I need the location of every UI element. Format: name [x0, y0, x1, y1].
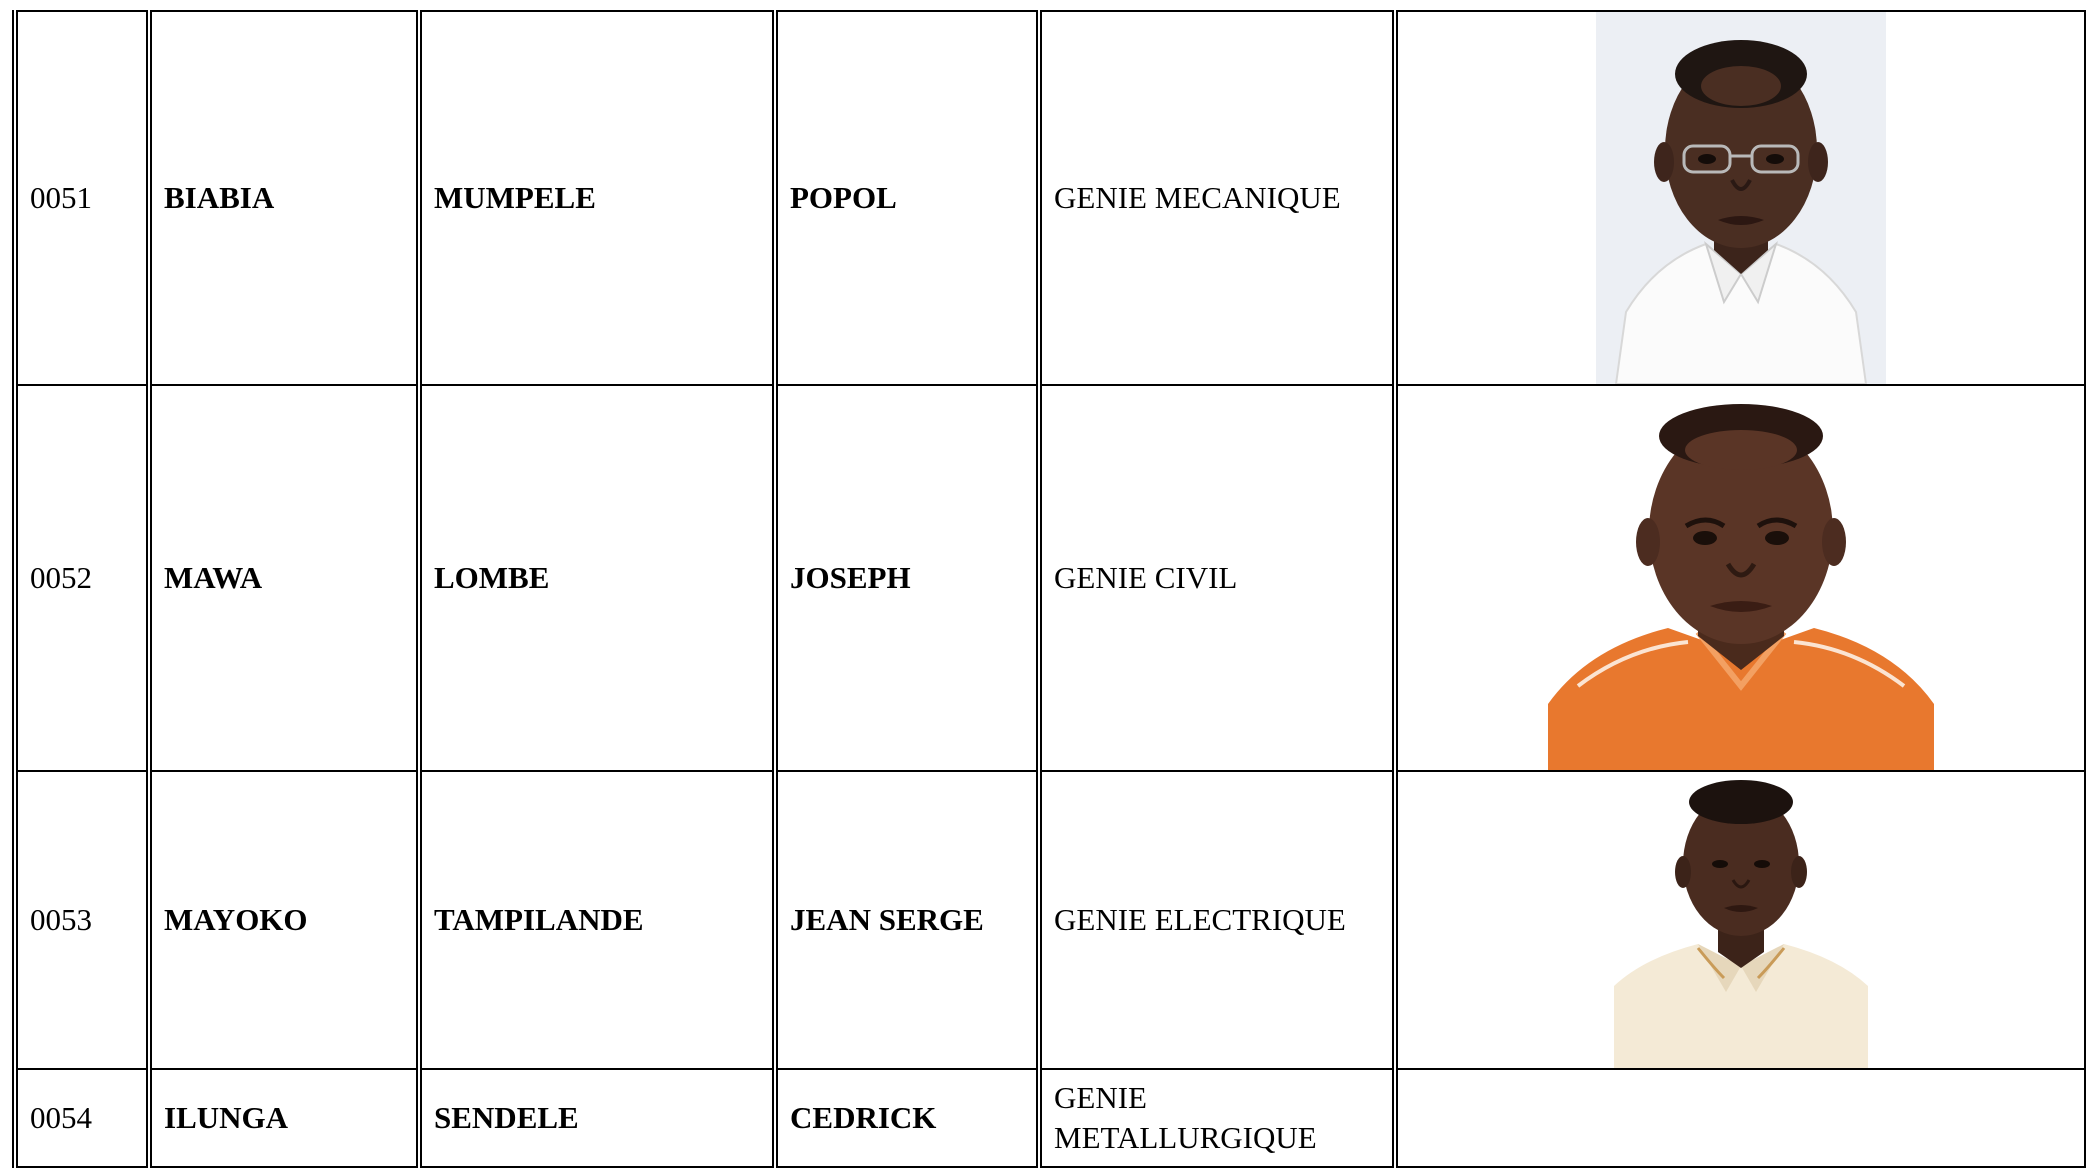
department: GENIE CIVIL: [1039, 385, 1395, 771]
last-name: ILUNGA: [149, 1069, 419, 1167]
row-number: 0052: [15, 385, 149, 771]
middle-name: LOMBE: [419, 385, 775, 771]
photo-cell: [1395, 385, 2085, 771]
last-name: MAWA: [149, 385, 419, 771]
roster-table: [12, 10, 2086, 1168]
photo-cell: [1395, 1069, 2085, 1167]
last-name: MAYOKO: [149, 771, 419, 1069]
portrait-photo: [1614, 772, 1868, 1068]
row-number: 0051: [15, 11, 149, 385]
department: GENIE ELECTRIQUE: [1039, 771, 1395, 1069]
department: GENIE MECANIQUE: [1039, 11, 1395, 385]
first-name: POPOL: [775, 11, 1039, 385]
last-name: BIABIA: [149, 11, 419, 385]
middle-name: MUMPELE: [419, 11, 775, 385]
portrait-photo: [1548, 386, 1934, 770]
photo-cell: [1395, 771, 2085, 1069]
middle-name: TAMPILANDE: [419, 771, 775, 1069]
table-row: [15, 1069, 2085, 1167]
photo-cell: [1395, 11, 2085, 385]
student-roster: [12, 10, 2082, 1167]
portrait-photo: [1596, 12, 1886, 384]
table-row: [15, 385, 2085, 771]
first-name: JEAN SERGE: [775, 771, 1039, 1069]
middle-name: SENDELE: [419, 1069, 775, 1167]
row-number: 0054: [15, 1069, 149, 1167]
row-number: 0053: [15, 771, 149, 1069]
first-name: JOSEPH: [775, 385, 1039, 771]
table-row: [15, 771, 2085, 1069]
table-row: [15, 11, 2085, 385]
first-name: CEDRICK: [775, 1069, 1039, 1167]
department: GENIE METALLURGIQUE: [1039, 1069, 1395, 1167]
